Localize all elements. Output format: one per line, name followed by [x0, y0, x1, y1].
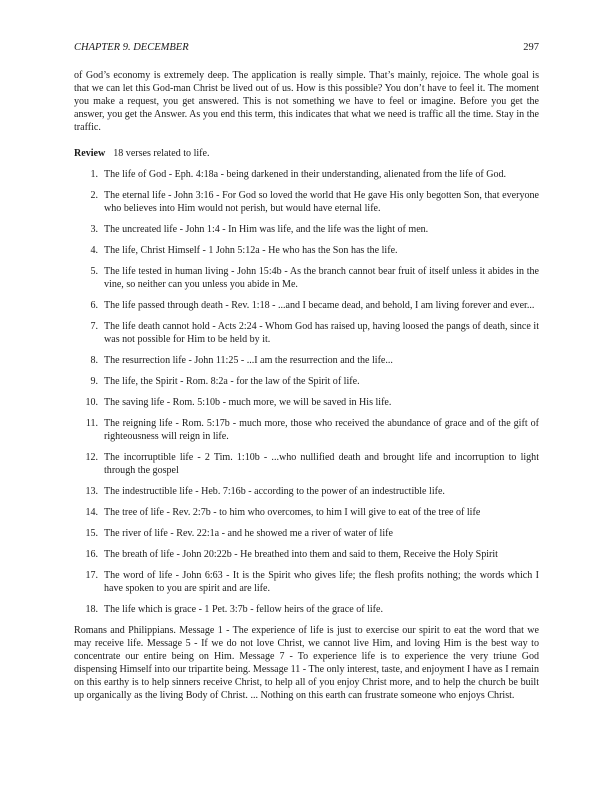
- list-item: [74, 485, 539, 498]
- list-item-number: 1.: [90, 168, 98, 180]
- list-item-number: 9.: [90, 375, 98, 387]
- page-body: [74, 69, 539, 702]
- list-item-text: The indestructible life - Heb. 7:16b - according to the power of an indestructible life.: [104, 485, 445, 497]
- list-item-number: 11.: [85, 417, 98, 429]
- list-item-number: 3.: [90, 223, 98, 235]
- closing-paragraph: Romans and Philippians. Message 1 - The experience of life is just to exercise our spirit to eat the word that we may receive life. Message 5 - If we do not love Christ, we cannot live Him, and loving Him is the best way to concentrate our entire being on Him. Message 7 - To experience life is to experience the very triune God dispensing Himself into our tripartite being. Message 11 - The only interest, taste, and enjoyment I have as I remain on this earthy is to help sinners receive Christ, to help all of you enjoy Christ more, and to help the church be built up organically as the living Body of Christ. ... Nothing on this earth can frustrate someone who enjoys Christ.: [74, 624, 539, 702]
- list-item-number: 4.: [90, 244, 98, 256]
- list-item-text: The eternal life - John 3:16 - For God so loved the world that He gave His only begotten Son, that everyone who believes into Him would not perish, but would have eternal life.: [104, 189, 539, 214]
- list-item: [74, 569, 539, 595]
- list-item-number: 13.: [85, 485, 98, 497]
- intro-paragraph: of God’s economy is extremely deep. The application is really simple. That’s mainly, rejoice. The whole goal is that we can let this God-man Christ be lived out of us. How is this possible? You don’t have to feel it. The moment you make a request, you get answered. This is not something we have to feel or imagine. Before you get the answer, you get the Answer. As you end this term, this indicates that what we need is traffic all the time. Stay in the traffic.: [74, 70, 539, 134]
- review-list: [74, 168, 539, 616]
- list-item: [74, 168, 539, 181]
- list-item-number: 17.: [85, 569, 98, 581]
- list-item: [74, 299, 539, 312]
- list-item-number: 10.: [85, 396, 98, 408]
- list-item-text: The reigning life - Rom. 5:17b - much more, those who received the abundance of grace and of the gift of righteousness will reign in life.: [104, 417, 539, 442]
- list-item: [74, 375, 539, 388]
- list-item-text: The saving life - Rom. 5:10b - much more, we will be saved in His life.: [104, 396, 392, 408]
- list-item-number: 7.: [90, 320, 98, 332]
- list-item-number: 14.: [85, 506, 98, 518]
- list-item: [74, 354, 539, 367]
- list-item: [74, 548, 539, 561]
- list-item-number: 18.: [85, 603, 98, 615]
- list-item-text: The life of God - Eph. 4:18a - being darkened in their understanding, alienated from the life of God.: [104, 168, 507, 180]
- review-label: Review: [74, 148, 106, 160]
- list-item-text: The life passed through death - Rev. 1:18 - ...and I became dead, and behold, I am living forever and ever...: [104, 299, 535, 311]
- list-item-text: The tree of life - Rev. 2:7b - to him who overcomes, to him I will give to eat of the tree of life: [104, 506, 481, 518]
- list-item: [74, 417, 539, 443]
- list-item: [74, 506, 539, 519]
- list-item: [74, 451, 539, 477]
- list-item-text: The life, Christ Himself - 1 John 5:12a - He who has the Son has the life.: [104, 244, 398, 256]
- list-item-text: The life death cannot hold - Acts 2:24 - Whom God has raised up, having loosed the pangs of death, since it was not possible for Him to be held by it.: [104, 320, 539, 345]
- list-item-text: The uncreated life - John 1:4 - In Him was life, and the life was the light of men.: [104, 223, 429, 235]
- list-item-text: The breath of life - John 20:22b - He breathed into them and said to them, Receive the Holy Spirit: [104, 548, 498, 560]
- list-item-text: The incorruptible life - 2 Tim. 1:10b - ...who nullified death and brought life and incorruption to light through the gospel: [104, 451, 539, 476]
- list-item: [74, 265, 539, 291]
- list-item-text: The word of life - John 6:63 - It is the Spirit who gives life; the flesh profits nothing; the words which I have spoken to you are spirit and are life.: [104, 569, 539, 594]
- list-item-text: The life, the Spirit - Rom. 8:2a - for the law of the Spirit of life.: [104, 375, 360, 387]
- list-item: [74, 396, 539, 409]
- list-item-text: The life which is grace - 1 Pet. 3:7b - fellow heirs of the grace of life.: [104, 603, 383, 615]
- list-item-text: The life tested in human living - John 15:4b - As the branch cannot bear fruit of itself unless it abides in the vine, so neither can you unless you abide in Me.: [104, 265, 539, 290]
- chapter-title: CHAPTER 9. DECEMBER: [74, 42, 189, 53]
- list-item-number: 15.: [85, 527, 98, 539]
- running-header: [74, 42, 539, 56]
- list-item-number: 8.: [90, 354, 98, 366]
- list-item: [74, 603, 539, 616]
- list-item: [74, 189, 539, 215]
- list-item-number: 6.: [90, 299, 98, 311]
- list-item-number: 12.: [85, 451, 98, 463]
- list-item: [74, 244, 539, 257]
- list-item-text: The river of life - Rev. 22:1a - and he showed me a river of water of life: [104, 527, 393, 539]
- list-item-number: 2.: [90, 189, 98, 201]
- review-heading: [74, 147, 539, 160]
- list-item: [74, 320, 539, 346]
- list-item-number: 16.: [85, 548, 98, 560]
- page-number: 297: [523, 42, 539, 53]
- list-item-text: The resurrection life - John 11:25 - ...I am the resurrection and the life...: [104, 354, 393, 366]
- list-item: [74, 527, 539, 540]
- list-item-number: 5.: [90, 265, 98, 277]
- review-subtitle: 18 verses related to life.: [113, 148, 210, 160]
- list-item: [74, 223, 539, 236]
